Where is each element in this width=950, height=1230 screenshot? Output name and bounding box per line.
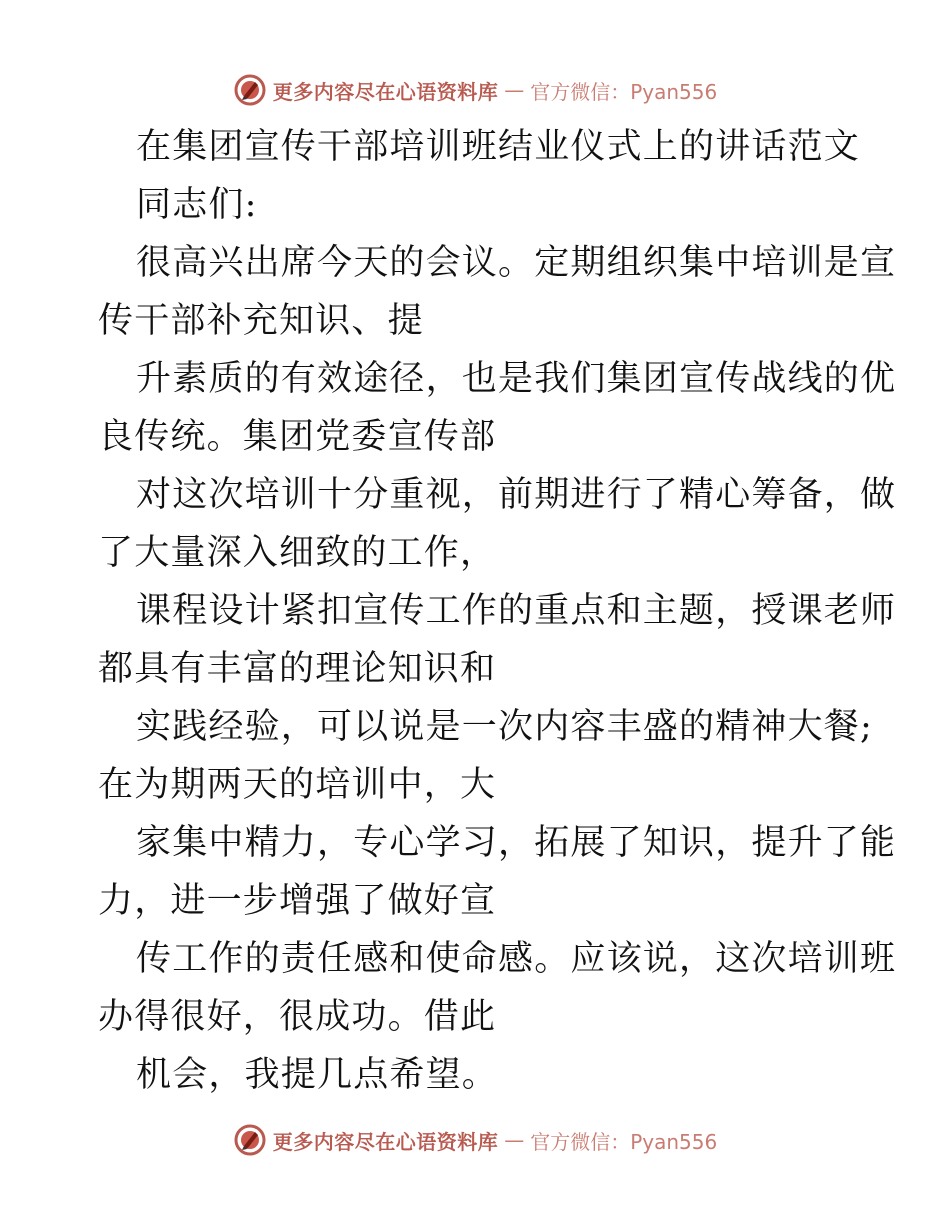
- pen-nib-circle-icon: [233, 1123, 267, 1157]
- watermark-dash: —: [504, 78, 525, 102]
- text-line: 家集中精力，专心学习，拓展了知识，提升了能: [136, 823, 897, 863]
- text-line: 传干部补充知识、提: [98, 301, 424, 341]
- salutation: 同志们:: [136, 185, 258, 225]
- watermark-dash: —: [504, 1128, 525, 1152]
- header-watermark: [0, 70, 950, 110]
- watermark-main-text: 更多内容尽在心语资料库: [272, 79, 499, 104]
- text-line: 机会，我提几点希望。: [136, 1055, 499, 1095]
- text-line: 力，进一步增强了做好宣: [98, 881, 497, 921]
- text-line: 都具有丰富的理论知识和: [98, 649, 497, 689]
- text-line: 良传统。集团党委宣传部: [98, 417, 497, 457]
- watermark-wechat-text: 官方微信：Pyan556: [530, 1129, 718, 1154]
- text-line: 课程设计紧扣宣传工作的重点和主题，授课老师: [136, 591, 897, 631]
- text-line: 传工作的责任感和使命感。应该说，这次培训班: [136, 939, 897, 979]
- text-line: 在为期两天的培训中，大: [98, 765, 497, 805]
- text-line: 了大量深入细致的工作，: [98, 533, 497, 573]
- text-line: 对这次培训十分重视，前期进行了精心筹备，做: [136, 475, 897, 515]
- document-title: 在集团宣传干部培训班结业仪式上的讲话范文: [136, 127, 861, 167]
- watermark-wechat-text: 官方微信：Pyan556: [530, 79, 718, 104]
- watermark-main-text: 更多内容尽在心语资料库: [272, 1129, 499, 1154]
- document-body: [98, 118, 897, 1104]
- pen-nib-circle-icon: [233, 73, 267, 107]
- footer-watermark: [0, 1120, 950, 1160]
- text-line: 升素质的有效途径，也是我们集团宣传战线的优: [136, 359, 897, 399]
- text-line: 实践经验，可以说是一次内容丰盛的精神大餐;: [136, 707, 873, 747]
- paragraph-lines: [98, 234, 897, 1104]
- text-line: 很高兴出席今天的会议。定期组织集中培训是宣: [136, 243, 897, 283]
- text-line: 办得很好，很成功。借此: [98, 997, 497, 1037]
